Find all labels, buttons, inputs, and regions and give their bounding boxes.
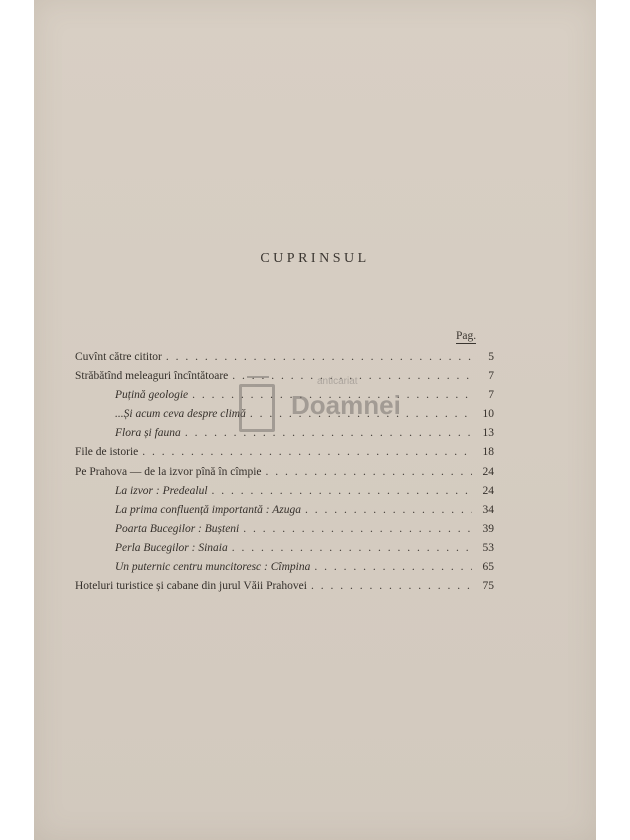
toc-subentry bbox=[75, 558, 494, 577]
dot-leader bbox=[243, 520, 472, 539]
toc-entry-page: 65 bbox=[482, 561, 494, 574]
dot-leader bbox=[311, 577, 472, 596]
toc-entry bbox=[75, 367, 494, 386]
toc-entry-title: Perla Bucegilor : Sinaia bbox=[115, 541, 228, 554]
toc-entry-title: Flora și fauna bbox=[115, 427, 181, 440]
watermark-small-text: anticariat bbox=[317, 376, 358, 387]
toc-entry-title: Un puternic centru muncitoresc : Cîmpina bbox=[115, 561, 311, 574]
toc-entry-page: 24 bbox=[482, 484, 494, 497]
toc-subentry bbox=[75, 539, 494, 558]
toc-entry-title: Puțină geologie bbox=[115, 389, 189, 402]
page-column-header: Pag. bbox=[456, 330, 477, 342]
toc-entry-page: 39 bbox=[482, 522, 494, 535]
dot-leader bbox=[212, 482, 472, 501]
toc-entry-title: Pe Prahova — de la izvor pînă în cîmpie bbox=[75, 465, 262, 478]
toc-entry-page: 10 bbox=[482, 408, 494, 421]
toc-entry bbox=[75, 348, 494, 367]
toc-entry-page: 5 bbox=[488, 351, 494, 363]
dot-leader bbox=[185, 424, 472, 443]
toc-entry-page: 75 bbox=[482, 580, 494, 593]
toc-entry-title: ...Și acum ceva despre climă bbox=[115, 408, 246, 421]
toc-subentry bbox=[75, 386, 494, 405]
toc-subentry bbox=[75, 405, 494, 424]
toc-entry-title: Poarta Bucegilor : Bușteni bbox=[115, 522, 240, 535]
toc-entry-page: 24 bbox=[482, 465, 494, 478]
toc-entry-page: 13 bbox=[482, 427, 494, 440]
toc-entry-page: 53 bbox=[482, 541, 494, 554]
toc-entry bbox=[75, 443, 494, 462]
toc-entry-page: 7 bbox=[488, 389, 494, 402]
dot-leader bbox=[166, 348, 472, 367]
dot-leader bbox=[250, 405, 472, 424]
dot-leader bbox=[314, 558, 472, 577]
toc-entry-page: 7 bbox=[488, 370, 494, 383]
toc-entry-title: La izvor : Predealul bbox=[115, 484, 208, 497]
dot-leader bbox=[305, 501, 472, 520]
toc-entry-title: La prima confluență importantă : Azuga bbox=[115, 503, 302, 516]
page-title: CUPRINSUL bbox=[260, 251, 370, 266]
toc-entry-title: Hoteluri turistice și cabane din jurul Văii Prahovei bbox=[75, 580, 307, 593]
dot-leader bbox=[192, 386, 472, 405]
toc-entry bbox=[75, 577, 494, 596]
toc-entry-page: 18 bbox=[482, 446, 494, 459]
toc-subentry bbox=[75, 482, 494, 501]
toc-entry-page: 34 bbox=[482, 503, 494, 516]
dot-leader bbox=[266, 463, 472, 482]
dot-leader bbox=[142, 443, 472, 462]
watermark-text: Doamnei bbox=[291, 390, 401, 420]
dot-leader bbox=[232, 367, 472, 386]
toc-entry bbox=[75, 463, 494, 482]
toc-entry-title: File de istorie bbox=[75, 446, 139, 459]
book-page bbox=[34, 0, 596, 840]
toc-subentry bbox=[75, 501, 494, 520]
toc-entry-title: Cuvînt către cititor bbox=[75, 351, 162, 363]
toc-subentry bbox=[75, 520, 494, 539]
toc-subentry bbox=[75, 424, 494, 443]
dot-leader bbox=[232, 539, 472, 558]
table-of-contents bbox=[75, 348, 494, 596]
toc-entry-title: Străbătînd meleaguri încîntătoare bbox=[75, 370, 229, 383]
